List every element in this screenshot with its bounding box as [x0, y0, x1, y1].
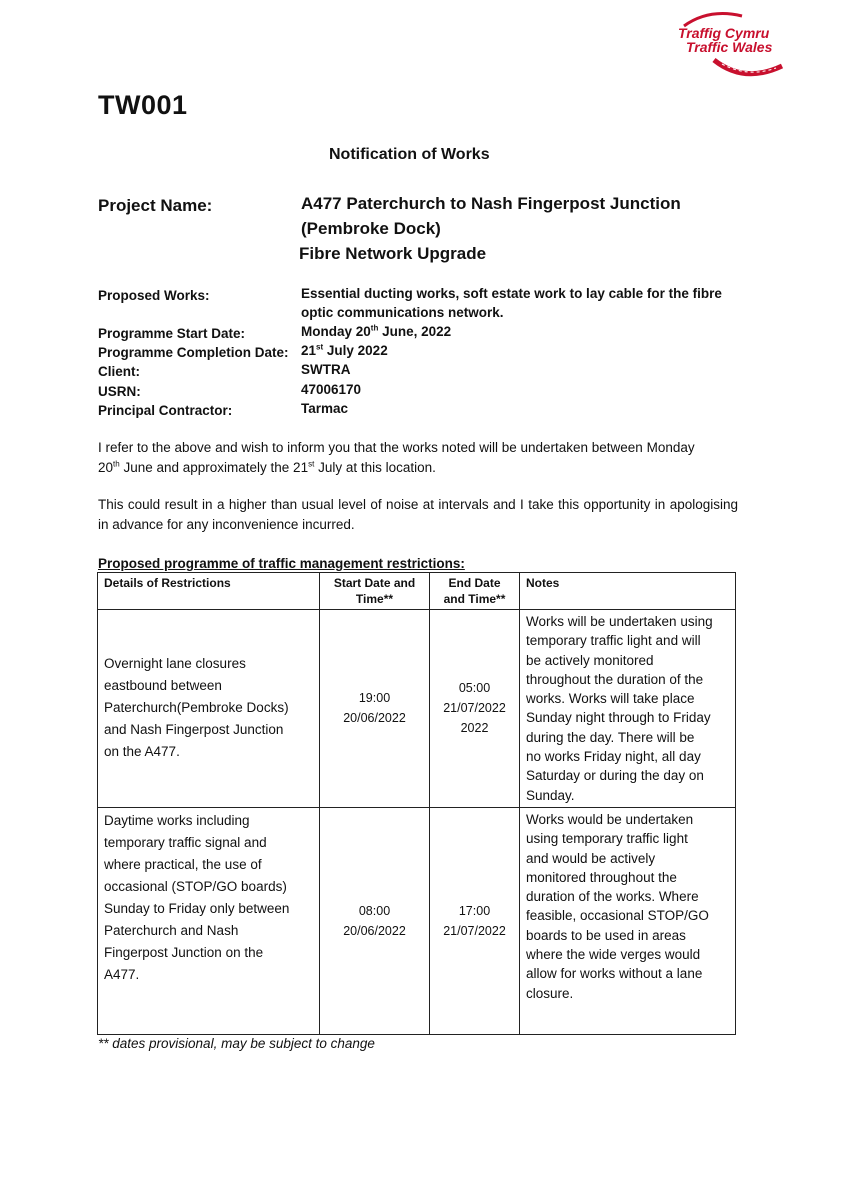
- principal-contractor-label: Principal Contractor:: [98, 403, 233, 418]
- logo-line-welsh: Traffig Cymru: [678, 25, 770, 41]
- programme-start-label: Programme Start Date:: [98, 326, 246, 341]
- row-1-notes: Works will be undertaken using temporary traffic light and will be actively monitored throughout the duration of the works. Works will take place Sunday night through to Friday during the day. There will be no works Friday night, all day Saturday or during the day on Sunday.: [520, 610, 736, 808]
- proposed-works-label: Proposed Works:: [98, 288, 210, 303]
- row-1-start: 19:00 20/06/2022: [320, 610, 430, 808]
- header-details: Details of Restrictions: [98, 573, 320, 610]
- row-2-start: 08:00 20/06/2022: [320, 807, 430, 1034]
- logo-line-english: Traffic Wales: [686, 39, 773, 55]
- document-code: TW001: [98, 90, 188, 120]
- row-2-details: Daytime works including temporary traffic signal and where practical, the use of occasional (STOP/GO boards) Sunday to Friday only between Paterchurch and Nash Fingerpost Junction on the A477.: [98, 807, 320, 1034]
- document-title: Notification of Works: [329, 146, 490, 163]
- intro-paragraph: I refer to the above and wish to inform you that the works noted will be undertaken between Monday 20th June and approximately the 21st July at this location.: [98, 440, 695, 475]
- usrn-value: 47006170: [301, 382, 362, 397]
- header-notes: Notes: [520, 573, 736, 610]
- proposed-works-line-2: optic communications network.: [301, 305, 504, 320]
- dates-footnote: ** dates provisional, may be subject to change: [98, 1036, 375, 1051]
- row-1-details: Overnight lane closures eastbound between Paterchurch(Pembroke Docks) and Nash Fingerpost Junction on the A477.: [98, 610, 320, 808]
- project-name-label: Project Name:: [98, 196, 213, 215]
- restrictions-table: [97, 572, 736, 1035]
- road-swoosh-icon: [664, 8, 794, 84]
- row-2-notes: Works would be undertaken using temporary traffic light and would be actively monitored throughout the duration of the works. Where feasible, occasional STOP/GO boards to be used in areas where the wide verges would allow for works without a lane closure.: [520, 807, 736, 1034]
- header-start-date: Start Date and Time**: [320, 573, 430, 610]
- table-row: [98, 610, 736, 808]
- table-row: [98, 807, 736, 1034]
- proposed-works-line-1: Essential ducting works, soft estate work to lay cable for the fibre: [301, 286, 722, 301]
- row-2-end: 17:00 21/07/2022: [430, 807, 520, 1034]
- programme-completion-label: Programme Completion Date:: [98, 345, 289, 360]
- client-value: SWTRA: [301, 362, 351, 377]
- apology-paragraph: This could result in a higher than usual level of noise at intervals and I take this opportunity in apologising in advance for any inconvenience incurred.: [98, 497, 738, 532]
- restrictions-table-heading: Proposed programme of traffic management restrictions:: [98, 556, 465, 571]
- table-header-row: [98, 573, 736, 610]
- client-label: Client:: [98, 364, 140, 379]
- usrn-label: USRN:: [98, 384, 141, 399]
- header-end-date: End Date and Time**: [430, 573, 520, 610]
- traffic-wales-logo: [664, 8, 794, 84]
- project-name-line-2: (Pembroke Dock): [301, 219, 441, 238]
- programme-completion-value: 21st July 2022: [301, 342, 388, 358]
- project-name-line-1: A477 Paterchurch to Nash Fingerpost Junction: [301, 194, 681, 213]
- programme-start-value: Monday 20th June, 2022: [301, 323, 452, 339]
- row-1-end: 05:00 21/07/2022 2022: [430, 610, 520, 808]
- project-name-line-3: Fibre Network Upgrade: [299, 244, 487, 263]
- principal-contractor-value: Tarmac: [301, 401, 349, 416]
